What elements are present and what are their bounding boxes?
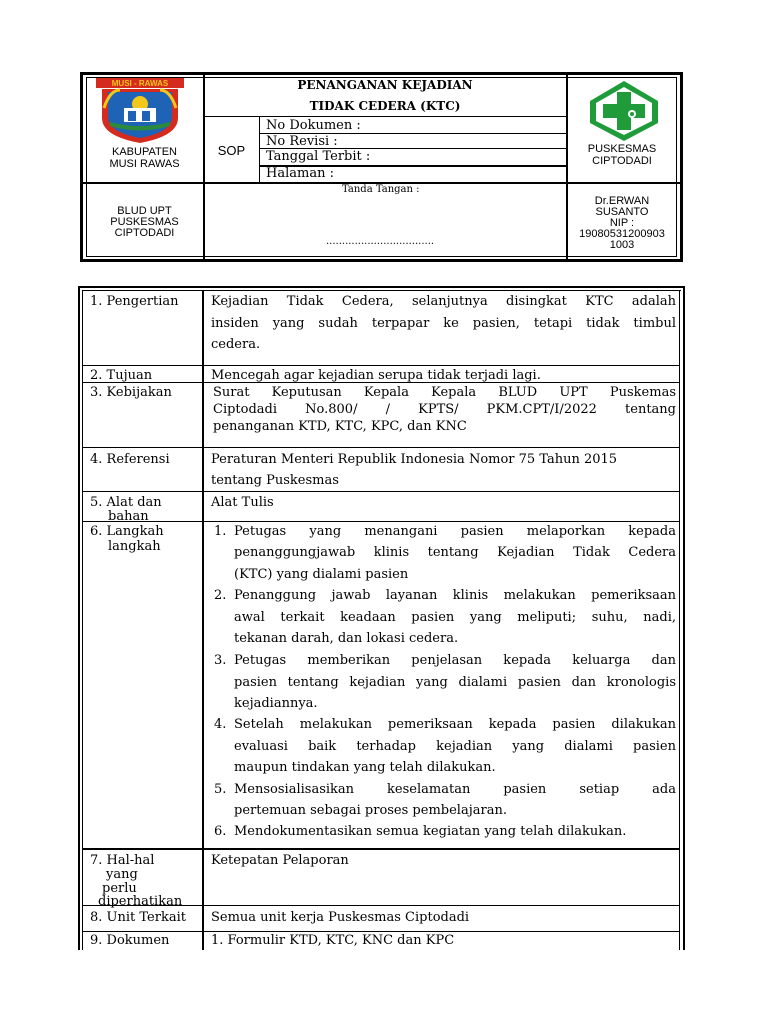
signer-nip-line1: 19080531200903	[579, 228, 665, 240]
sop-label: SOP	[217, 143, 246, 158]
logo-banner-text: MUSI - RAWAS	[111, 79, 169, 88]
dokumen-text: 1. Formulir KTD, KTC, KNC dan KPC	[211, 933, 455, 948]
pengertian-line1: Kejadian Tidak Cedera, selanjutnya disingkat KTC adalah	[211, 294, 676, 309]
step-4-line1: Setelah melakukan pemeriksaan kepada pasien dilakukan	[234, 717, 676, 732]
alat-label-line1: 5. Alat dan	[90, 495, 162, 510]
tanggal-terbit-field: Tanggal Terbit :	[266, 149, 371, 164]
halhal-label-line1: 7. Hal-hal	[90, 853, 155, 868]
signer-nip-label: NIP :	[609, 217, 635, 229]
document-title-line2: TIDAK CEDERA (KTC)	[309, 99, 461, 113]
sop-header-table	[80, 72, 683, 262]
musi-rawas-logo	[96, 78, 184, 144]
kebijakan-line3: penanganan KTD, KTC, KPC, dan KNC	[213, 419, 467, 434]
step-3-number: 3.	[214, 653, 227, 668]
puskesmas-logo	[588, 80, 660, 142]
langkah-label-line1: 6. Langkah	[90, 524, 164, 539]
step-2-line1: Penanggung jawab layanan klinis melakukan pemeriksaan	[234, 588, 676, 603]
pengertian-label: 1. Pengertian	[90, 294, 179, 309]
no-dokumen-field: No Dokumen :	[266, 118, 361, 133]
signer-name-line1: Dr.ERWAN	[594, 195, 650, 207]
tanda-tangan-label: Tanda Tangan :	[342, 184, 420, 195]
sop-body-table	[78, 286, 685, 950]
signer-name-line2: SUSANTO	[595, 206, 649, 218]
halhal-label-line2: yang	[106, 867, 138, 882]
blud-line2: PUSKESMAS	[110, 216, 179, 228]
step-6-line1: Mendokumentasikan semua kegiatan yang telah dilakukan.	[234, 824, 627, 839]
blud-line3: CIPTODADI	[114, 227, 175, 239]
kebijakan-label: 3. Kebijakan	[90, 385, 172, 400]
step-5-line2: pertemuan sebagai proses pembelajaran.	[234, 803, 507, 818]
signer-nip-line2: 1003	[609, 239, 635, 251]
step-4-line3: maupun tindakan yang telah dilakukan.	[234, 760, 496, 775]
referensi-line1: Peraturan Menteri Republik Indonesia Nomor 75 Tahun 2015	[211, 452, 618, 467]
no-revisi-field: No Revisi :	[266, 134, 338, 149]
step-2-line2: awal terkait keadaan pasien yang meliputi; suhu, nadi,	[234, 610, 676, 625]
step-1-line1: Petugas yang menangani pasien melaporkan kepada	[234, 524, 676, 539]
tujuan-text: Mencegah agar kejadian serupa tidak terjadi lagi.	[211, 368, 541, 383]
step-3-line3: kejadiannya.	[234, 696, 318, 711]
document-title-line1: PENANGANAN KEJADIAN	[297, 78, 473, 92]
dokumen-label: 9. Dokumen	[90, 933, 170, 948]
alat-text: Alat Tulis	[211, 495, 274, 510]
step-1-number: 1.	[214, 524, 227, 539]
step-2-number: 2.	[214, 588, 227, 603]
step-2-line3: tekanan darah, dan lokasi cedera.	[234, 631, 459, 646]
halhal-label-line3: perlu	[102, 881, 137, 896]
step-3-line2: pasien tentang kejadian yang dialami pasien dan kronologis	[234, 675, 676, 690]
signature-line: ..................................	[326, 236, 435, 247]
blud-line1: BLUD UPT	[117, 205, 172, 217]
kebijakan-line2: Ciptodadi No.800/ / KPTS/ PKM.CPT/I/2022 tentang	[213, 402, 676, 417]
step-4-line2: evaluasi baik terhadap kejadian yang dialami pasien	[234, 739, 676, 754]
puskesmas-line1: PUSKESMAS	[587, 143, 657, 155]
step-4-number: 4.	[214, 717, 227, 732]
halhal-text: Ketepatan Pelaporan	[211, 853, 349, 868]
referensi-label: 4. Referensi	[90, 452, 170, 467]
alat-label-line2: bahan	[108, 509, 149, 524]
unit-terkait-text: Semua unit kerja Puskesmas Ciptodadi	[211, 910, 470, 925]
pengertian-line3: cedera.	[211, 337, 261, 352]
step-1-line2: penanggungjawab klinis tentang Kejadian Tidak Cedera	[234, 545, 676, 560]
kabupaten-line2: MUSI RAWAS	[109, 158, 180, 170]
halaman-field: Halaman :	[266, 166, 334, 181]
unit-terkait-label: 8. Unit Terkait	[90, 910, 186, 925]
puskesmas-line2: CIPTODADI	[592, 155, 652, 167]
step-3-line1: Petugas memberikan penjelasan kepada keluarga dan	[234, 653, 676, 668]
step-1-line3: (KTC) yang dialami pasien	[234, 567, 409, 582]
tujuan-label: 2. Tujuan	[90, 368, 153, 383]
step-5-line1: Mensosialisasikan keselamatan pasien setiap ada	[234, 782, 676, 797]
referensi-line2: tentang Puskesmas	[211, 473, 339, 488]
kabupaten-line1: KABUPATEN	[112, 146, 177, 158]
step-5-number: 5.	[214, 782, 227, 797]
kebijakan-line1: Surat Keputusan Kepala Kepala BLUD UPT Puskemas	[213, 385, 676, 400]
halhal-label-line4: diperhatikan	[98, 894, 183, 909]
pengertian-line2: insiden yang sudah terpapar ke pasien, tetapi tidak timbul	[211, 316, 676, 331]
step-6-number: 6.	[214, 824, 227, 839]
langkah-label-line2: langkah	[108, 539, 161, 554]
